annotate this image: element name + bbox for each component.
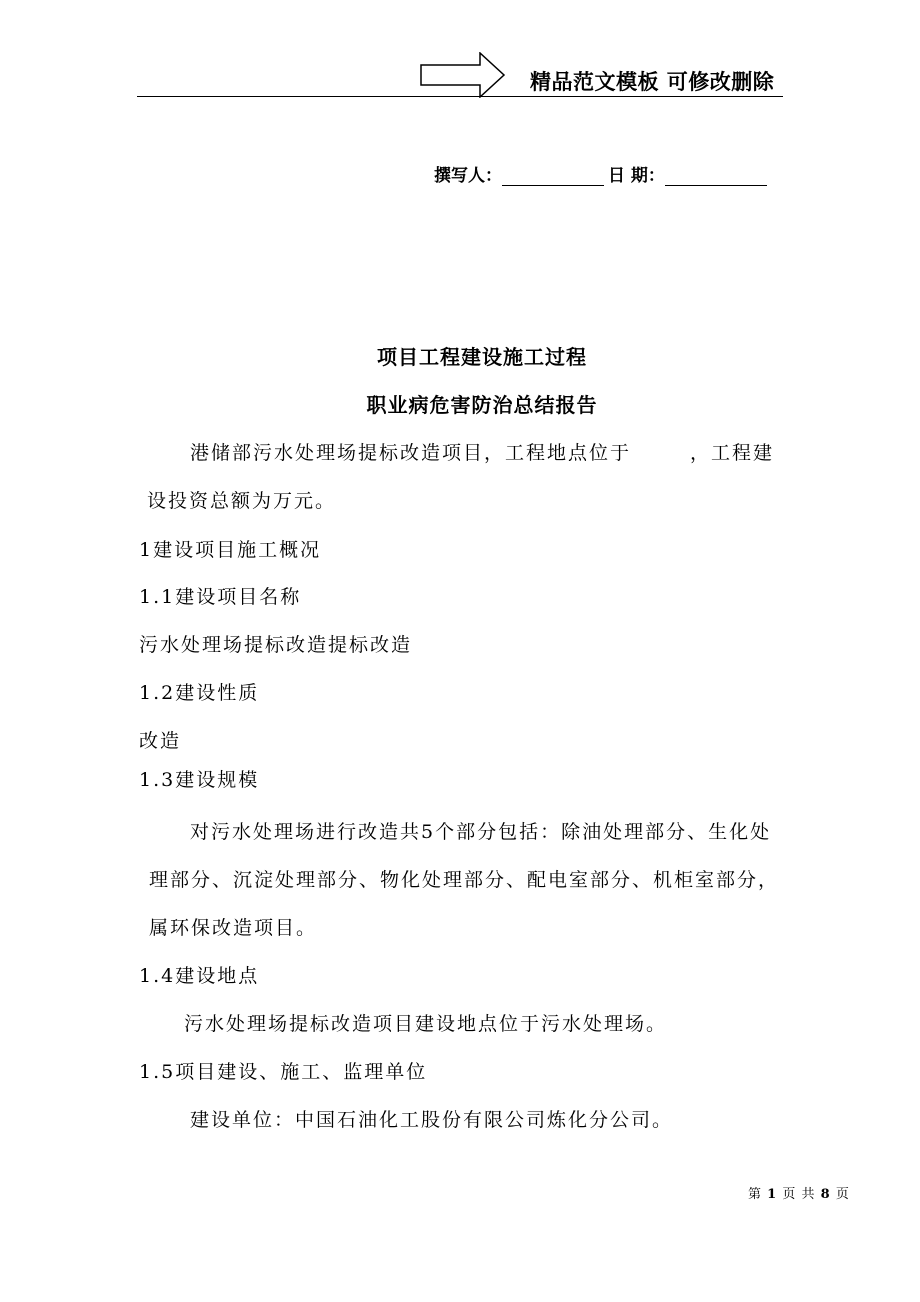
footer-total-pages: 8 <box>820 1187 831 1202</box>
section-1-3-heading: 1.3建设规模 <box>139 769 260 791</box>
section-1-4-text: 污水处理场提标改造项目建设地点位于污水处理场。 <box>184 1013 668 1035</box>
intro-line-2: 设投资总额为万元。 <box>147 490 337 512</box>
footer-middle: 页 共 <box>782 1187 816 1202</box>
author-label: 撰写人： <box>434 166 502 186</box>
section-1-5-text: 建设单位：中国石油化工股份有限公司炼化分公司。 <box>190 1109 674 1131</box>
right-arrow-outline-icon <box>420 52 506 102</box>
section-1-1-heading: 1.1建设项目名称 <box>139 586 302 608</box>
author-date-line <box>434 161 767 186</box>
section-1-2-text: 改造 <box>139 730 182 752</box>
section-1-5-heading: 1.5项目建设、施工、监理单位 <box>139 1061 428 1083</box>
footer-page-number: 1 <box>767 1187 778 1202</box>
document-title-line-1: 项目工程建设施工过程 <box>377 345 587 369</box>
section-1-3-line-3: 属环保改造项目。 <box>149 917 318 939</box>
document-title-line-2: 职业病危害防治总结报告 <box>366 393 598 417</box>
section-1-4-heading: 1.4建设地点 <box>139 965 260 987</box>
section-1-1-text: 污水处理场提标改造提标改造 <box>139 634 413 656</box>
header-divider <box>137 96 783 97</box>
header-banner: 精品范文模板 可修改删除 <box>530 70 775 94</box>
section-1-3-line-1: 对污水处理场进行改造共5个部分包括：除油处理部分、生化处 <box>190 821 772 843</box>
intro-line-1a: 港储部污水处理场提标改造项目，工程地点位于 <box>190 442 632 464</box>
section-1-heading: 1建设项目施工概况 <box>139 539 322 561</box>
date-label: 日 期： <box>608 166 665 186</box>
date-blank-field[interactable] <box>665 167 767 186</box>
intro-line-1b: ，工程建 <box>690 442 775 464</box>
footer-suffix: 页 <box>835 1187 850 1202</box>
author-blank-field[interactable] <box>502 167 604 186</box>
section-1-3-line-2: 理部分、沉淀处理部分、物化处理部分、配电室部分、机柜室部分， <box>149 869 780 891</box>
page-footer <box>748 1183 850 1202</box>
footer-prefix: 第 <box>748 1187 763 1202</box>
section-1-2-heading: 1.2建设性质 <box>139 682 260 704</box>
